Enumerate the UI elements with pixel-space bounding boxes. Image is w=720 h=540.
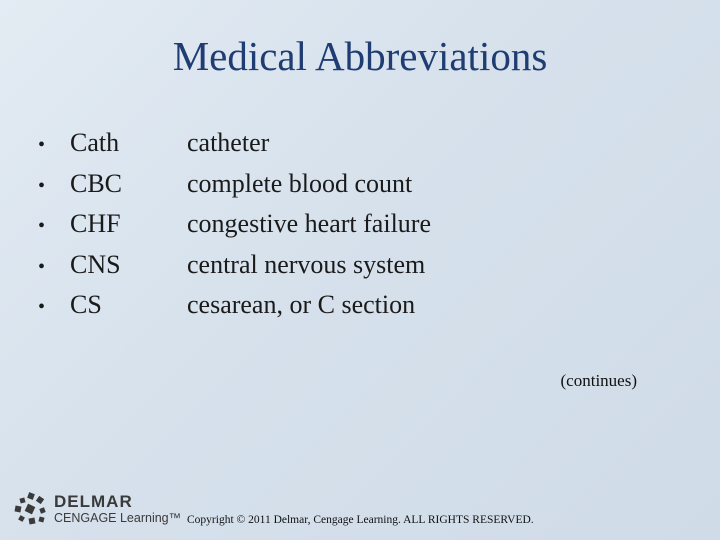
logo-text	[54, 493, 181, 525]
delmar-logo-icon	[14, 492, 48, 526]
abbreviation: CS	[70, 290, 102, 319]
meaning: central nervous system	[187, 249, 426, 279]
abbreviation: CBC	[70, 168, 123, 198]
list-item	[38, 128, 431, 169]
bullet: •	[38, 296, 46, 318]
bullet: •	[38, 255, 46, 278]
bullet: •	[38, 215, 46, 237]
meaning: cesarean, or C section	[187, 290, 416, 319]
meaning: congestive heart failure	[187, 209, 431, 238]
slide-title: Medical Abbreviations	[172, 33, 548, 79]
abbreviation: CHF	[70, 209, 121, 238]
abbreviation-list	[38, 128, 431, 331]
list-item	[38, 209, 431, 250]
continues-note: (continues)	[560, 371, 637, 390]
abbreviation: Cath	[70, 128, 120, 157]
list-item	[38, 169, 431, 210]
list-item	[38, 290, 431, 331]
abbreviation: CNS	[70, 249, 121, 279]
list-item	[38, 250, 431, 291]
copyright-notice: Copyright © 2011 Delmar, Cengage Learning. ALL RIGHTS RESERVED.	[187, 514, 534, 526]
logo-sub: CENGAGE Learning™	[54, 511, 182, 526]
bullet: •	[38, 134, 46, 156]
meaning: catheter	[187, 128, 270, 157]
logo-brand: DELMAR	[54, 492, 133, 512]
delmar-cengage-logo	[14, 492, 181, 526]
bullet: •	[38, 174, 46, 197]
meaning: complete blood count	[187, 168, 413, 198]
